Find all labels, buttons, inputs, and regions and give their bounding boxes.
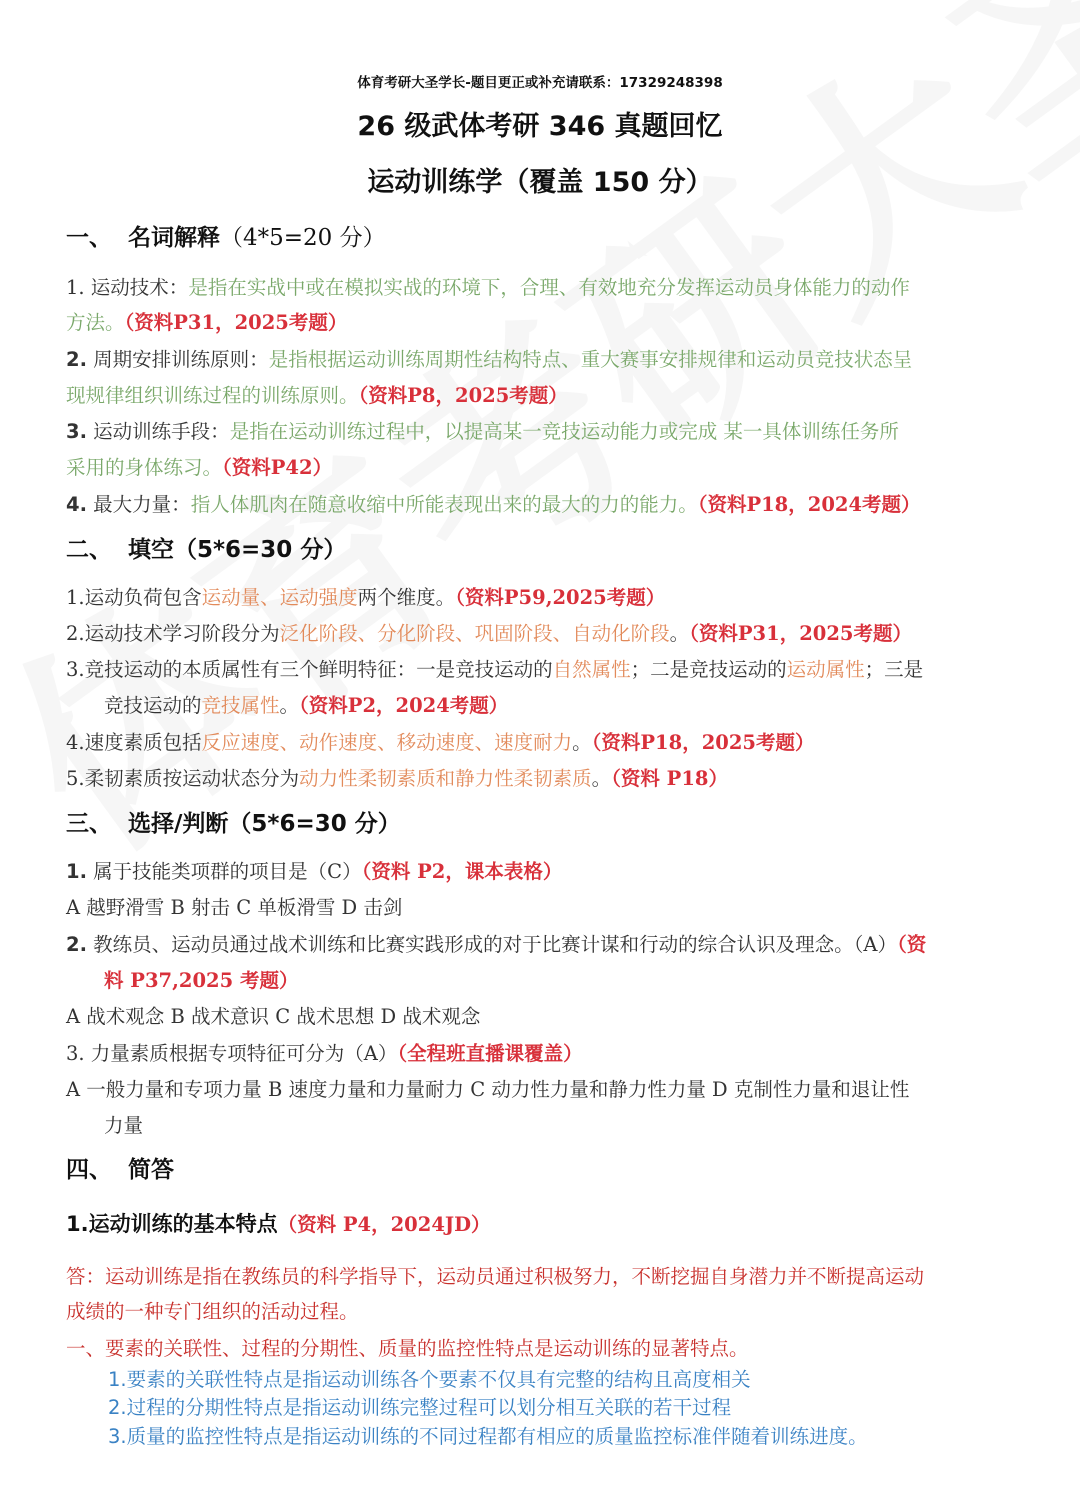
s1-q4-line1 — [66, 489, 921, 517]
question-text: 2.运动技术学习阶段分为 — [66, 622, 280, 645]
section-1-heading — [66, 219, 386, 252]
s4-point-3: 3.质量的监控性特点是指运动训练的不同过程都有相应的质量监控标准伴随着训练进度。 — [108, 1425, 868, 1448]
source-note: （全程班直播课覆盖） — [397, 1042, 583, 1065]
question-text: 5.柔韧素质按运动状态分为 — [66, 767, 300, 790]
section-3-heading — [66, 805, 401, 838]
s4-q1-heading — [66, 1208, 491, 1238]
s4-answer-line2: 成绩的一种专门组织的活动过程。 — [66, 1300, 359, 1323]
section-4-heading — [66, 1151, 174, 1184]
question-text: ；三是 — [864, 658, 924, 681]
s1-q2-line1 — [66, 344, 912, 372]
section-number: 三、 — [66, 811, 112, 837]
s4-point-1: 1.要素的关联性特点是指运动训练各个要素不仅具有完整的结构且高度相关 — [108, 1368, 751, 1391]
answer: 反应速度、动作速度、移动速度、速度耐力 — [201, 731, 573, 754]
section-title: 填空 — [128, 537, 174, 563]
definition: 指人体肌肉在随意收缩中所能表现出来的最大的力的能力。 — [190, 493, 698, 516]
s3-q2-line1 — [66, 929, 926, 957]
question-text: 力量素质根据专项特征可分为（A） — [84, 1042, 398, 1065]
s3-q3-options-line2: 力量 — [104, 1114, 144, 1137]
item-number: 1. — [66, 860, 87, 883]
s2-q3-line1 — [66, 654, 923, 682]
s2-q4 — [66, 727, 814, 755]
s2-q3-line2 — [104, 690, 508, 718]
s2-q1 — [66, 582, 665, 610]
answer: 运动属性 — [786, 658, 865, 681]
source-note: （资料P31，2025考题） — [124, 311, 348, 334]
question-text: 教练员、运动员通过战术训练和比赛实践形成的对于比赛计谋和行动的综合认识及理念。（A） — [86, 933, 898, 956]
source-note: （资料P42） — [222, 456, 333, 479]
source-note: （资料P18，2024考题） — [697, 493, 921, 516]
question-text: 1.运动负荷包含 — [66, 586, 202, 609]
question-text: 。 — [572, 731, 592, 754]
s1-q2-line2 — [66, 380, 568, 408]
s4-answer-line1: 答：运动训练是指在教练员的科学指导下，运动员通过积极努力，不断挖掘自身潜力并不断提高运动 — [66, 1265, 925, 1288]
section-2-heading — [66, 531, 346, 564]
s3-q2-line2 — [104, 965, 298, 993]
item-number: 3. — [66, 420, 87, 443]
s1-q3-line1 — [66, 416, 899, 444]
answer: 自然属性 — [552, 658, 631, 681]
definition: 方法。 — [66, 311, 125, 334]
source-note: （资料P8，2025考题） — [358, 384, 568, 407]
item-number: 2. — [66, 933, 87, 956]
item-number: 1. — [66, 276, 85, 299]
s3-q3-options-line1: A 一般力量和专项力量 B 速度力量和力量耐力 C 动力性力量和静力性力量 D 克制性力量和退让性 — [66, 1078, 910, 1101]
s3-q1 — [66, 856, 562, 884]
s2-q5 — [66, 763, 728, 791]
section-points: （5*6=30 分） — [174, 537, 347, 563]
term: 运动技术： — [84, 276, 189, 299]
section-points: （4*5=20 分） — [220, 225, 386, 251]
question-heading: 1.运动训练的基本特点 — [66, 1212, 278, 1236]
section-number: 四、 — [66, 1157, 112, 1183]
source-note: （资料P2，2024考题） — [299, 694, 509, 717]
definition: 是指在运动训练过程中，以提高某一竞技运动能力或完成 某一具体训练任务所 — [229, 420, 899, 443]
definition: 是指在实战中或在模拟实战的环境下，合理、有效地充分发挥运动员身体能力的动作 — [188, 276, 910, 299]
section-title: 简答 — [128, 1157, 174, 1183]
s3-q3 — [66, 1038, 583, 1066]
definition: 采用的身体练习。 — [66, 456, 223, 479]
section-points: （5*6=30 分） — [228, 811, 401, 837]
header-note: 体育考研大圣学长-题目更正或补充请联系：17329248398 — [357, 75, 723, 91]
source-note: （资料P18，2025考题） — [591, 731, 815, 754]
question-text: 。 — [669, 622, 690, 645]
s3-q2-options: A 战术观念 B 战术意识 C 战术思想 D 战术观念 — [66, 1005, 481, 1028]
answer: 动力性柔韧素质和静力性柔韧素质 — [299, 767, 592, 790]
item-number: 2. — [66, 348, 87, 371]
source-note: （资料P59,2025考题） — [455, 586, 666, 609]
answer: 运动量、运动强度 — [201, 586, 358, 609]
question-text: ；二是竞技运动的 — [630, 658, 787, 681]
main-title: 26 级武体考研 346 真题回忆 — [357, 111, 723, 142]
section-title: 名词解释 — [128, 225, 220, 251]
source-note: 料 P37,2025 考题） — [104, 969, 299, 992]
question-text: 。 — [279, 694, 300, 717]
s2-q2 — [66, 618, 912, 646]
question-text: 。 — [591, 767, 612, 790]
s4-point-2: 2.过程的分期性特点是指运动训练完整过程可以划分相互关联的若干过程 — [108, 1396, 732, 1419]
item-number: 3. — [66, 1042, 85, 1065]
item-number: 4. — [66, 493, 87, 516]
section-title: 选择/判断 — [128, 811, 229, 837]
term: 运动训练手段： — [86, 420, 230, 443]
source-note: （资 — [897, 933, 927, 956]
question-text: 两个维度。 — [357, 586, 456, 609]
s4-answer-line3: 一、要素的关联性、过程的分期性、质量的监控性特点是运动训练的显著特点。 — [66, 1337, 749, 1360]
term: 最大力量： — [86, 493, 191, 516]
question-text: 属于技能类项群的项目是（C） — [86, 860, 362, 883]
source-note: （资料P31，2025考题） — [689, 622, 912, 645]
answer: 泛化阶段、分化阶段、巩固阶段、自动化阶段 — [279, 622, 670, 645]
answer: 竞技属性 — [201, 694, 280, 717]
definition: 现规律组织训练过程的训练原则。 — [66, 384, 359, 407]
question-text: 3.竞技运动的本质属性有三个鲜明特征：一是竞技运动的 — [66, 658, 553, 681]
source-note: （资料 P18） — [611, 767, 728, 790]
source-note: （资料 P2，课本表格） — [361, 860, 563, 883]
source-note: （资料 P4，2024JD） — [277, 1213, 491, 1236]
question-text: 4.速度素质包括 — [66, 731, 202, 754]
question-text: 竞技运动的 — [104, 694, 202, 717]
section-number: 二、 — [66, 537, 112, 563]
section-number: 一、 — [66, 225, 112, 251]
definition: 是指根据运动训练周期性结构特点、重大赛事安排规律和运动员竞技状态呈 — [268, 348, 913, 371]
subtitle: 运动训练学（覆盖 150 分） — [367, 167, 713, 198]
term: 周期安排训练原则： — [86, 348, 269, 371]
s1-q1-line2 — [66, 307, 347, 335]
s1-q3-line2 — [66, 452, 332, 480]
s1-q1-line1 — [66, 272, 910, 300]
s3-q1-options: A 越野滑雪 B 射击 C 单板滑雪 D 击剑 — [66, 896, 403, 919]
